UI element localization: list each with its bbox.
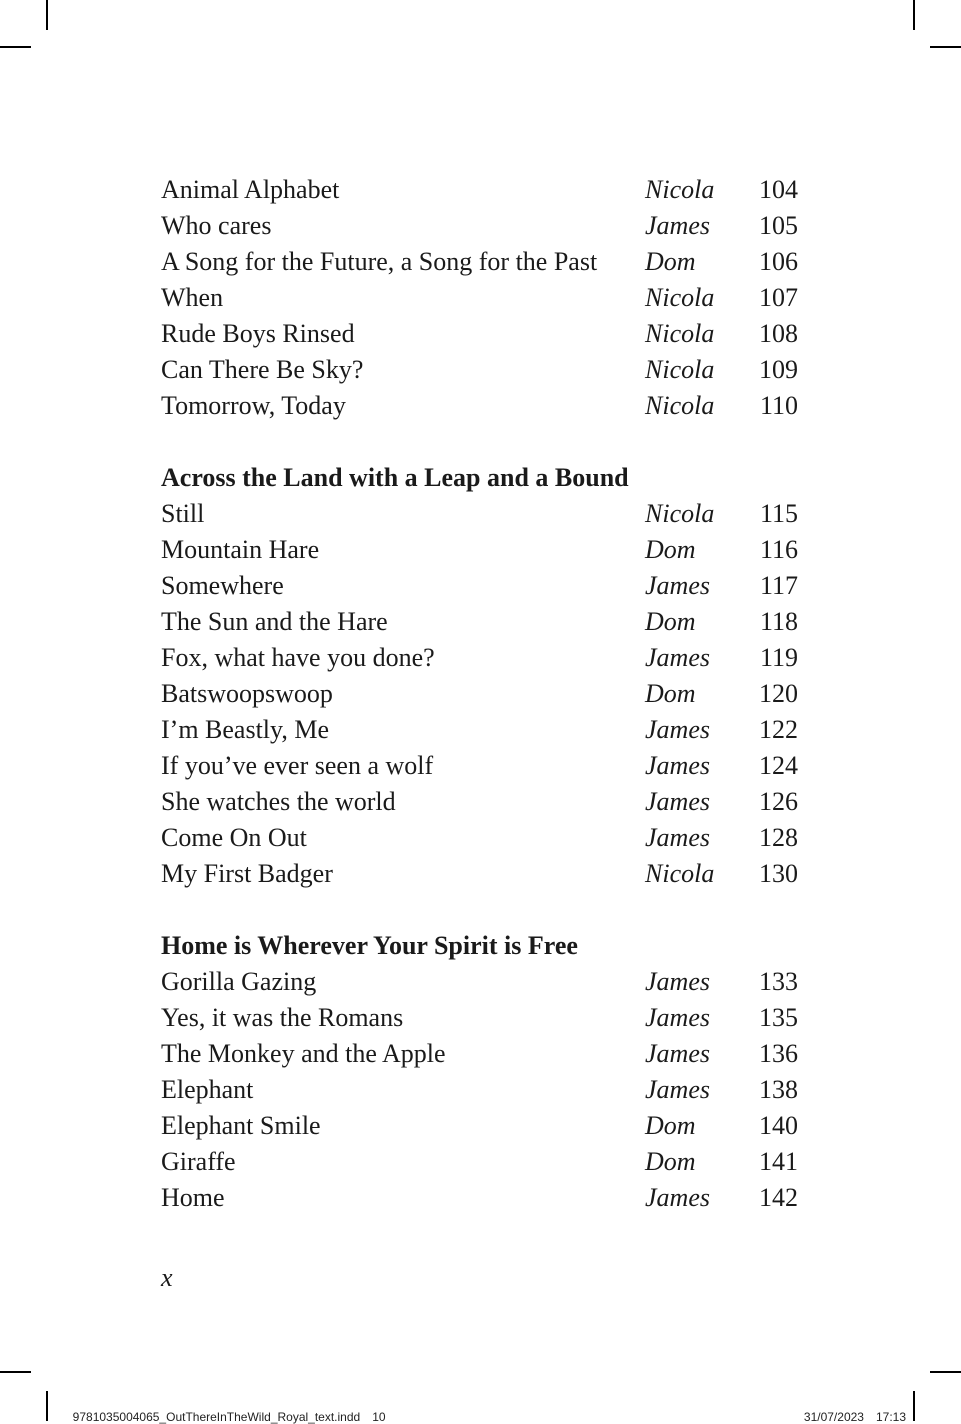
toc-entry-page-number: 116 [759,535,798,564]
toc-row [161,1072,798,1108]
toc-entry-author: Dom [645,1111,696,1140]
toc-entry-author: Nicola [645,391,715,420]
toc-entry-title: Rude Boys Rinsed [161,319,355,348]
toc-row [161,640,798,676]
toc-row [161,784,798,820]
section-heading: Across the Land with a Leap and a Bound [161,463,629,492]
toc-entry-page-number: 130 [759,859,798,888]
toc-entry-author: Dom [645,535,696,564]
toc-entry-title: Tomorrow, Today [161,391,346,420]
toc-entry-page-number: 118 [759,607,798,636]
toc-row [161,748,798,784]
toc-row [161,172,798,208]
toc-entry-author: Dom [645,247,696,276]
toc-row [161,1036,798,1072]
toc-entry-title: A Song for the Future, a Song for the Past [161,247,598,276]
toc-entry-author: Dom [645,679,696,708]
toc-entry-author: James [645,571,710,600]
toc-entry-title: She watches the world [161,787,396,816]
toc-entry-title: Giraffe [161,1147,236,1176]
toc-entry-author: James [645,1183,710,1212]
toc-row [161,316,798,352]
toc-row [161,532,798,568]
toc-entry-author: James [645,823,710,852]
toc-row [161,856,798,892]
crop-mark-bottom-right-vertical [913,1391,915,1421]
toc-entry-author: Nicola [645,859,715,888]
toc-entry-author: James [645,1075,710,1104]
toc-entry-page-number: 126 [759,787,798,816]
toc-entry-page-number: 120 [759,679,798,708]
toc-entry-title: I’m Beastly, Me [161,715,329,744]
toc-entry-author: Nicola [645,355,715,384]
toc-entry-title: Elephant Smile [161,1111,321,1140]
footer-timestamp [797,1396,906,1424]
toc-entry-page-number: 135 [759,1003,798,1032]
toc-row [161,1180,798,1216]
toc-entry-title: Home [161,1183,225,1212]
toc-entry-author: James [645,1003,710,1032]
toc-entry-page-number: 117 [759,571,798,600]
toc-entry-title: When [161,283,224,312]
toc-entry-author: James [645,1039,710,1068]
toc-row [161,820,798,856]
toc-entry-page-number: 107 [759,283,798,312]
toc-entry-page-number: 110 [759,391,798,420]
table-of-contents [161,172,798,1216]
toc-entry-page-number: 119 [759,643,798,672]
footer-time: 17:13 [875,1410,906,1424]
footer-page: 10 [372,1410,386,1424]
toc-entry-title: Elephant [161,1075,254,1104]
toc-entry-title: Come On Out [161,823,307,852]
toc-entry-title: Who cares [161,211,272,240]
toc-entry-title: Mountain Hare [161,535,320,564]
toc-entry-author: James [645,211,710,240]
toc-entry-author: James [645,751,710,780]
folio-page-number: x [161,1263,173,1292]
crop-mark-top-left-vertical [46,0,48,30]
toc-row [161,676,798,712]
toc-entry-author: James [645,967,710,996]
toc-entry-author: Dom [645,607,696,636]
toc-entry-page-number: 128 [759,823,798,852]
footer-date: 31/07/2023 [803,1410,864,1424]
crop-mark-bottom-left-vertical [46,1391,48,1421]
toc-entry-author: Nicola [645,175,715,204]
toc-entry-page-number: 105 [759,211,798,240]
toc-entry-title: Somewhere [161,571,284,600]
crop-mark-bottom-right-horizontal [930,1371,961,1373]
toc-entry-page-number: 108 [759,319,798,348]
toc-entry-title: Yes, it was the Romans [161,1003,404,1032]
toc-entry-author: Nicola [645,283,715,312]
toc-entry-title: The Monkey and the Apple [161,1039,446,1068]
toc-entry-page-number: 106 [759,247,798,276]
toc-section [161,172,798,424]
toc-row [161,244,798,280]
toc-row [161,568,798,604]
toc-entry-author: Nicola [645,319,715,348]
toc-row [161,280,798,316]
toc-row [161,712,798,748]
toc-row [161,352,798,388]
toc-entry-title: Fox, what have you done? [161,643,435,672]
toc-entry-page-number: 124 [759,751,798,780]
toc-entry-page-number: 104 [759,175,798,204]
crop-mark-top-right-horizontal [930,46,961,48]
toc-entry-page-number: 115 [759,499,798,528]
toc-section [161,460,798,892]
footer-filename: 9781035004065_OutThereInTheWild_Royal_text.indd [72,1410,361,1424]
toc-entry-title: Gorilla Gazing [161,967,317,996]
toc-row [161,964,798,1000]
toc-entry-page-number: 136 [759,1039,798,1068]
toc-entry-author: James [645,643,710,672]
toc-entry-title: The Sun and the Hare [161,607,388,636]
toc-entry-page-number: 109 [759,355,798,384]
toc-section [161,928,798,1216]
toc-entry-title: Batswoopswoop [161,679,333,708]
toc-entry-author: Nicola [645,499,715,528]
toc-row [161,208,798,244]
toc-entry-author: James [645,787,710,816]
footer-file-info [66,1396,386,1424]
toc-entry-page-number: 140 [759,1111,798,1140]
toc-entry-title: Animal Alphabet [161,175,340,204]
section-heading: Home is Wherever Your Spirit is Free [161,931,578,960]
crop-mark-top-left-horizontal [0,46,31,48]
toc-entry-page-number: 141 [759,1147,798,1176]
toc-row [161,388,798,424]
toc-entry-page-number: 133 [759,967,798,996]
toc-entry-title: If you’ve ever seen a wolf [161,751,434,780]
toc-row [161,1000,798,1036]
crop-mark-bottom-left-horizontal [0,1371,31,1373]
toc-entry-page-number: 138 [759,1075,798,1104]
toc-entry-title: Still [161,499,205,528]
toc-entry-title: Can There Be Sky? [161,355,364,384]
toc-entry-author: James [645,715,710,744]
toc-row [161,1108,798,1144]
toc-entry-author: Dom [645,1147,696,1176]
toc-entry-title: My First Badger [161,859,333,888]
crop-mark-top-right-vertical [913,0,915,30]
toc-entry-page-number: 122 [759,715,798,744]
toc-row [161,1144,798,1180]
toc-row [161,604,798,640]
toc-entry-page-number: 142 [759,1183,798,1212]
toc-row [161,496,798,532]
